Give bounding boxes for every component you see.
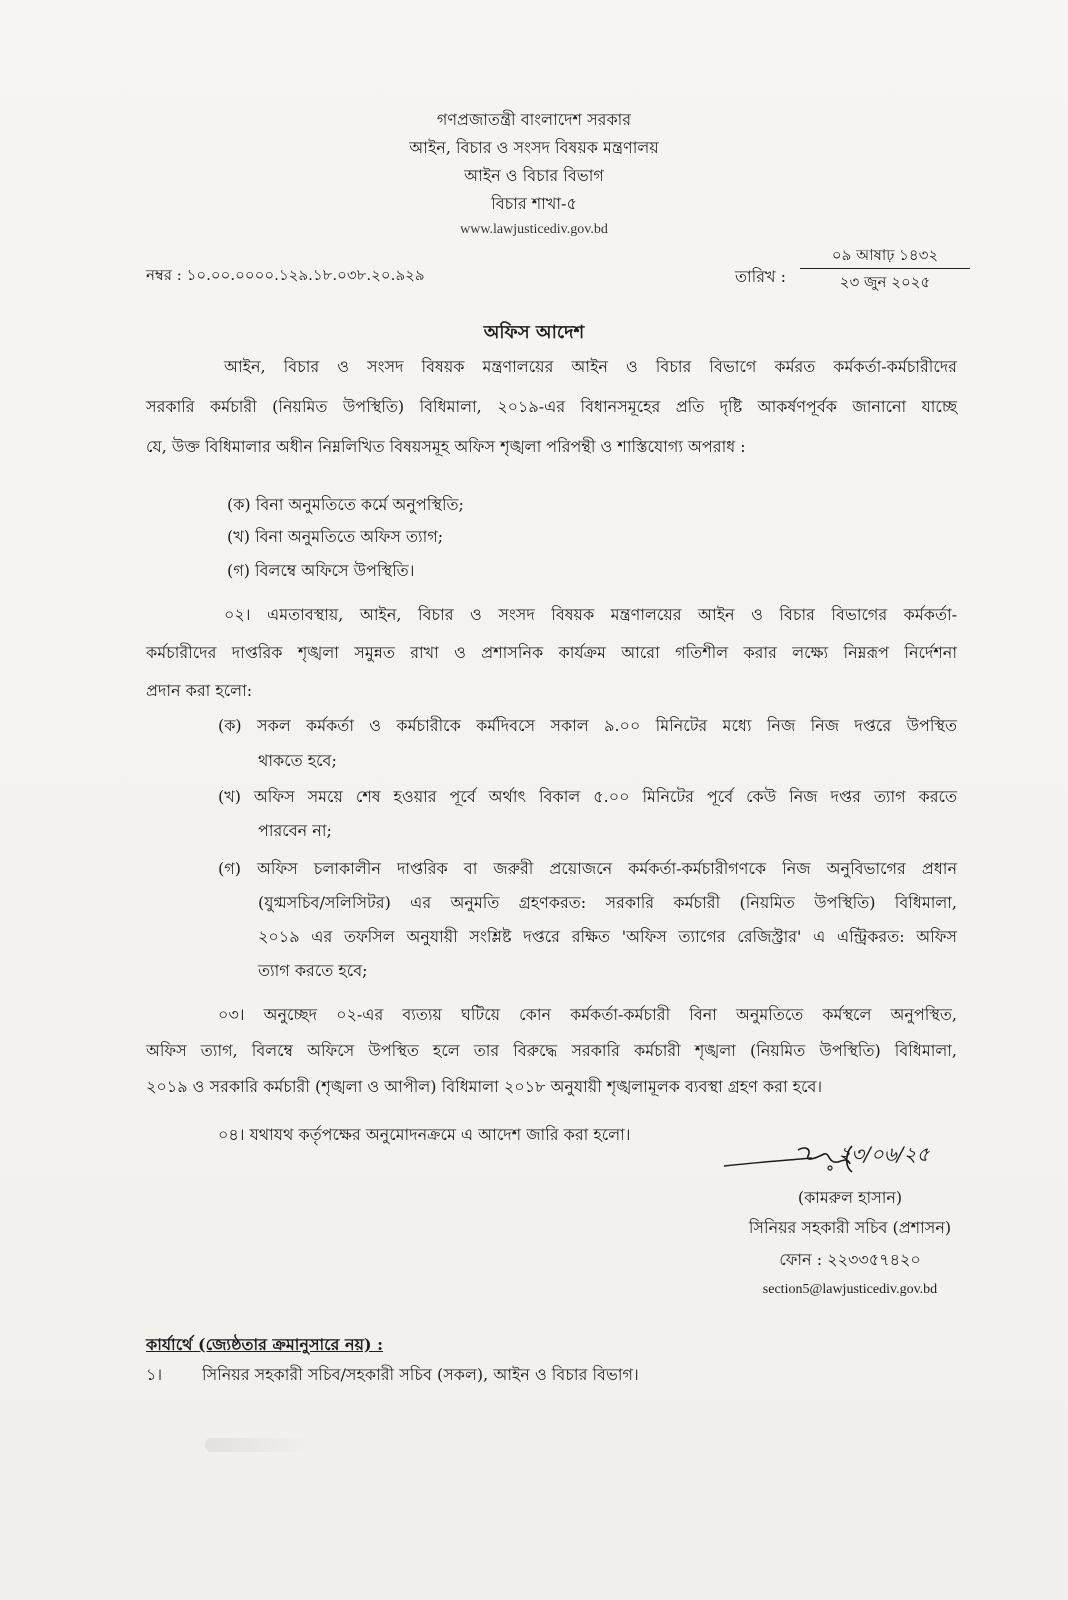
signatory-phone: ফোন : ২২৩৩৫৭৪২০: [779, 1250, 921, 1269]
offense-item-2: (খ) বিনা অনুমতিতে অফিস ত্যাগ;: [227, 527, 444, 546]
memo-number: নম্বর : ১০.০০.০০০০.১২৯.১৮.০৩৮.২০.৯২৯: [146, 266, 425, 284]
document-title: অফিস আদেশ: [483, 322, 585, 343]
para2-line-3: প্রদান করা হলো:: [146, 681, 253, 700]
para2-line-2: কর্মচারীদের দাপ্তরিক শৃঙ্খলা সমুন্নত রাখা ও প্রশাসনিক কার্যক্রম আরো গতিশীল করার লক্ষ্যে নিম্নরূপ নির্দেশনা: [146, 643, 957, 662]
section-name: বিচার শাখা-৫: [491, 194, 577, 213]
action-item-1: [146, 1362, 639, 1389]
offense-item-1: (ক) বিনা অনুমতিতে কর্মে অনুপস্থিতি;: [227, 495, 464, 514]
directive-b-line-2: পারবেন না;: [258, 821, 332, 840]
para2-line-1: ০২। এমতাবস্থায়, আইন, বিচার ও সংসদ বিষয়ক মন্ত্রণালয়ের আইন ও বিচার বিভাগের কর্মকর্তা-: [224, 605, 957, 624]
para3-line-2: অফিস ত্যাগ, বিলম্বে অফিসে উপস্থিত হলে তার বিরুদ্ধে সরকারি কর্মচারী শৃঙ্খলা (নিয়মিত উপস্থিতি) বিধিমালা,: [146, 1041, 957, 1060]
action-item-text: সিনিয়র সহকারী সচিব/সহকারী সচিব (সকল), আইন ও বিচার বিভাগ।: [202, 1365, 639, 1384]
directive-b-line-1: (খ) অফিস সময়ে শেষ হওয়ার পূর্বে অর্থাৎ বিকাল ৫.০০ মিনিটের পূর্বে কেউ নিজ দপ্তর ত্যাগ করতে: [218, 787, 957, 806]
intro-line-1: আইন, বিচার ও সংসদ বিষয়ক মন্ত্রণালয়ের আইন ও বিচার বিভাগে কর্মরত কর্মকর্তা-কর্মচারীদের: [224, 357, 957, 376]
directive-c-line-1: (গ) অফিস চলাকালীন দাপ্তরিক বা জরুরী প্রয়োজনে কর্মকর্তা-কর্মচারীগণকে নিজ অনুবিভাগের প্রধান: [218, 859, 957, 878]
action-item-number: ১।: [146, 1365, 163, 1384]
directive-c-line-4: ত্যাগ করতে হবে;: [258, 961, 368, 980]
date-label: তারিখ :: [735, 267, 787, 286]
directive-c-line-3: ২০১৯ এর তফসিল অনুযায়ী সংশ্লিষ্ট দপ্তরে রক্ষিত 'অফিস ত্যাগের রেজিস্ট্রার' এ এন্ট্রিকরত: অফিস: [258, 927, 957, 946]
signatory-name: (কামরুল হাসান): [797, 1188, 903, 1207]
signatory-designation: সিনিয়র সহকারী সচিব (প্রশাসন): [748, 1218, 952, 1237]
directive-a-line-2: থাকতে হবে;: [258, 751, 337, 770]
govt-name: গণপ্রজাতন্ত্রী বাংলাদেশ সরকার: [436, 110, 632, 129]
para3-line-1: ০৩। অনুচ্ছেদ ০২-এর ব্যত্যয় ঘটিয়ে কোন কর্মকর্তা-কর্মচারী বিনা অনুমতিতে কর্মস্থলে অনুপস্থিত,: [218, 1005, 957, 1024]
date-gregorian: ২৩ জুন ২০২৫: [839, 273, 931, 291]
date-bangla: ০৯ আষাঢ় ১৪৩২: [800, 244, 970, 269]
directive-c-line-2: (যুগ্মসচিব/সলিসিটর) এর অনুমতি গ্রহণকরত: সরকারি কর্মচারী (নিয়মিত উপস্থিতি) বিধিমালা,: [258, 893, 957, 912]
paper-smudge: [205, 1438, 305, 1452]
para4: ০৪। যথাযথ কর্তৃপক্ষের অনুমোদনক্রমে এ আদেশ জারি করা হলো।: [218, 1125, 631, 1144]
offense-item-3: (গ) বিলম্বে অফিসে উপস্থিতি।: [227, 561, 415, 580]
date-block: [800, 244, 970, 295]
action-heading: কার্যার্থে (জ্যেষ্ঠতার ক্রমানুসারে নয়) :: [146, 1335, 383, 1354]
signature-date: ২৩/০৬/২৫: [838, 1142, 930, 1166]
para3-line-3: ২০১৯ ও সরকারি কর্মচারী (শৃঙ্খলা ও আপীল) বিধিমালা ২০১৮ অনুযায়ী শৃঙ্খলামূলক ব্যবস্থা গ্রহণ করা হবে।: [146, 1077, 823, 1096]
directive-a-line-1: (ক) সকল কর্মকর্তা ও কর্মচারীকে কর্মদিবসে সকাল ৯.০০ মিনিটের মধ্যে নিজ নিজ দপ্তরে উপস্থিত: [218, 716, 957, 735]
ministry-name: আইন, বিচার ও সংসদ বিষয়ক মন্ত্রণালয়: [409, 138, 659, 157]
intro-line-3: যে, উক্ত বিধিমালার অধীন নিম্নলিখিত বিষয়সমূহ অফিস শৃঙ্খলা পরিপন্থী ও শাস্তিযোগ্য অপরাধ :: [146, 437, 746, 456]
website-link[interactable]: www.lawjusticediv.gov.bd: [460, 222, 608, 237]
signatory-email[interactable]: section5@lawjusticediv.gov.bd: [762, 1282, 938, 1297]
division-name: আইন ও বিচার বিভাগ: [464, 166, 604, 185]
intro-line-2: সরকারি কর্মচারী (নিয়মিত উপস্থিতি) বিধিমালা, ২০১৯-এর বিধানসমূহের প্রতি দৃষ্টি আকর্ষণপূর্বক জানানো যাচ্ছে: [146, 397, 957, 416]
